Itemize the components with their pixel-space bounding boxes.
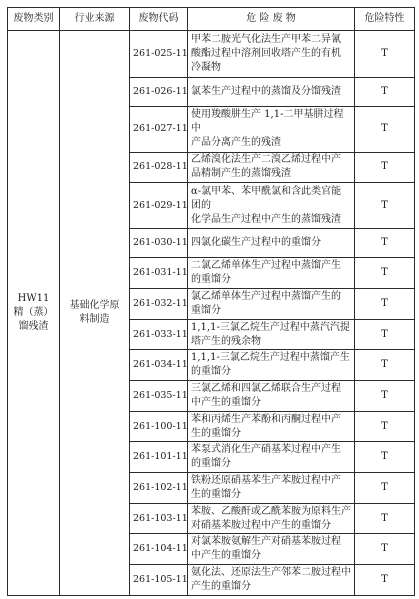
waste-description-line: 的重馏分 xyxy=(191,274,231,286)
hazard-property-cell: T xyxy=(355,350,415,381)
table-row xyxy=(8,31,415,78)
waste-code-cell: 261-104-11 xyxy=(130,534,188,565)
hazard-property-cell: T xyxy=(355,565,415,596)
waste-code-cell: 261-103-11 xyxy=(130,503,188,534)
waste-description-cell xyxy=(188,534,355,565)
hazard-property-cell: T xyxy=(355,289,415,320)
waste-description-cell xyxy=(188,107,355,152)
waste-code-cell: 261-029-11 xyxy=(130,183,188,228)
waste-category-cell xyxy=(8,31,60,596)
waste-description-cell xyxy=(188,31,355,78)
hazard-property-cell: T xyxy=(355,381,415,412)
waste-description-line: α-氯甲苯、苯甲酰氯和含此类官能团的 xyxy=(191,185,342,211)
industry-source-cell xyxy=(60,31,130,596)
hazard-property-cell: T xyxy=(355,77,415,107)
waste-description-line: 甲苯二胺光气化法生产甲苯二异氰 xyxy=(191,33,341,45)
waste-description-line: 中产生的重馏分 xyxy=(191,396,261,408)
waste-description-cell xyxy=(188,319,355,350)
waste-description-cell xyxy=(188,289,355,320)
waste-description-cell xyxy=(188,183,355,228)
waste-description-cell xyxy=(188,350,355,381)
waste-description-line: 塔产生的残余物 xyxy=(191,335,261,347)
waste-code-cell: 261-027-11 xyxy=(130,107,188,152)
hazard-property-cell: T xyxy=(355,442,415,473)
hazard-property-cell: T xyxy=(355,411,415,442)
waste-code-cell: 261-032-11 xyxy=(130,289,188,320)
waste-description-line: 氯苯生产过程中的蒸馏及分馏残渣 xyxy=(191,85,341,97)
waste-code-cell: 261-033-11 xyxy=(130,319,188,350)
waste-description-cell xyxy=(188,258,355,289)
waste-category-line: 精（蒸） xyxy=(13,307,54,318)
waste-description-line: 冷凝物 xyxy=(191,61,221,73)
waste-description-line: 酸酯过程中溶剂回收塔产生的有机 xyxy=(191,47,341,59)
waste-description-line: 生的重馏分 xyxy=(191,427,241,439)
waste-category-line: 馏残渣 xyxy=(18,321,49,332)
waste-code-cell: 261-026-11 xyxy=(130,77,188,107)
header-waste-code: 废物代码 xyxy=(130,8,188,31)
waste-description-line: 生的重馏分 xyxy=(191,488,241,500)
waste-description-line: 产生的重馏分 xyxy=(191,581,251,593)
hazard-property-cell: T xyxy=(355,152,415,183)
hazard-property-cell: T xyxy=(355,534,415,565)
waste-description-line: 对硝基苯胺过程中产生的重馏分 xyxy=(191,519,331,531)
header-waste-category: 废物类别 xyxy=(8,8,60,31)
industry-source-line: 料制造 xyxy=(79,314,110,325)
hazard-property-cell: T xyxy=(355,228,415,258)
waste-description-line: 二氯乙烯单体生产过程中蒸馏产生 xyxy=(191,260,341,272)
hazard-property-cell: T xyxy=(355,319,415,350)
waste-description-line: 三氯乙烯和四氯乙烯联合生产过程 xyxy=(191,382,341,394)
waste-description-cell xyxy=(188,381,355,412)
waste-code-cell: 261-031-11 xyxy=(130,258,188,289)
waste-description-line: 铁粉还原硝基苯生产苯胺过程中产 xyxy=(191,474,341,486)
hazard-property-cell: T xyxy=(355,107,415,152)
hazard-property-cell: T xyxy=(355,31,415,78)
waste-description-line: 四氯化碳生产过程中的重馏分 xyxy=(191,237,321,249)
waste-code-cell: 261-102-11 xyxy=(130,473,188,504)
header-row xyxy=(8,8,415,31)
waste-description-cell xyxy=(188,152,355,183)
waste-category-line: HW11 xyxy=(17,293,50,304)
waste-description-line: 化学品生产过程中产生的蒸馏残渣 xyxy=(191,213,341,225)
waste-description-line: 产品分离产生的残渣 xyxy=(191,137,281,149)
waste-description-line: 品精制产生的蒸馏残渣 xyxy=(191,168,291,180)
waste-description-line: 使用羧酸肼生产 1,1-二甲基肼过程中 xyxy=(191,109,344,135)
waste-description-cell xyxy=(188,77,355,107)
waste-description-cell xyxy=(188,503,355,534)
waste-description-line: 氨化法、还原法生产邻苯二胺过程中 xyxy=(191,567,351,579)
waste-description-cell xyxy=(188,442,355,473)
header-hazardous-waste: 危 险 废 物 xyxy=(188,8,355,31)
header-hazard-property: 危险特性 xyxy=(355,8,415,31)
waste-description-cell xyxy=(188,565,355,596)
waste-description-line: 对氯苯胺氨解生产对硝基苯胺过程 xyxy=(191,536,341,548)
waste-code-cell: 261-101-11 xyxy=(130,442,188,473)
waste-description-line: 1,1,1-三氯乙烷生产过程中蒸馏产生 xyxy=(191,352,350,364)
waste-description-cell xyxy=(188,473,355,504)
waste-description-line: 1,1,1-三氯乙烷生产过程中蒸汽汽提 xyxy=(191,321,350,333)
waste-description-line: 氯乙烯单体生产过程中蒸馏产生的 xyxy=(191,290,341,302)
waste-description-cell xyxy=(188,411,355,442)
waste-description-line: 中产生的重馏分 xyxy=(191,550,261,562)
waste-description-line: 的重馏分 xyxy=(191,366,231,378)
hazard-property-cell: T xyxy=(355,473,415,504)
waste-code-cell: 261-035-11 xyxy=(130,381,188,412)
waste-code-cell: 261-025-11 xyxy=(130,31,188,78)
waste-code-cell: 261-034-11 xyxy=(130,350,188,381)
waste-code-cell: 261-030-11 xyxy=(130,228,188,258)
waste-description-line: 苯和丙烯生产苯酚和丙酮过程中产 xyxy=(191,413,341,425)
waste-description-line: 苯泵式消化生产硝基苯过程中产生 xyxy=(191,444,341,456)
waste-code-cell: 261-028-11 xyxy=(130,152,188,183)
hazard-property-cell: T xyxy=(355,503,415,534)
hazard-property-cell: T xyxy=(355,258,415,289)
header-industry-source: 行业来源 xyxy=(60,8,130,31)
waste-description-line: 重馏分 xyxy=(191,304,221,316)
waste-description-line: 乙烯溴化法生产二溴乙烯过程中产 xyxy=(191,154,341,166)
waste-description-cell xyxy=(188,228,355,258)
waste-description-line: 苯胺、乙酸酐或乙酰苯胺为原料生产 xyxy=(191,505,351,517)
waste-code-cell: 261-105-11 xyxy=(130,565,188,596)
hazard-property-cell: T xyxy=(355,183,415,228)
waste-code-cell: 261-100-11 xyxy=(130,411,188,442)
hazardous-waste-table xyxy=(7,7,415,596)
industry-source-line: 基础化学原 xyxy=(69,300,120,311)
waste-description-line: 的重馏分 xyxy=(191,458,231,470)
